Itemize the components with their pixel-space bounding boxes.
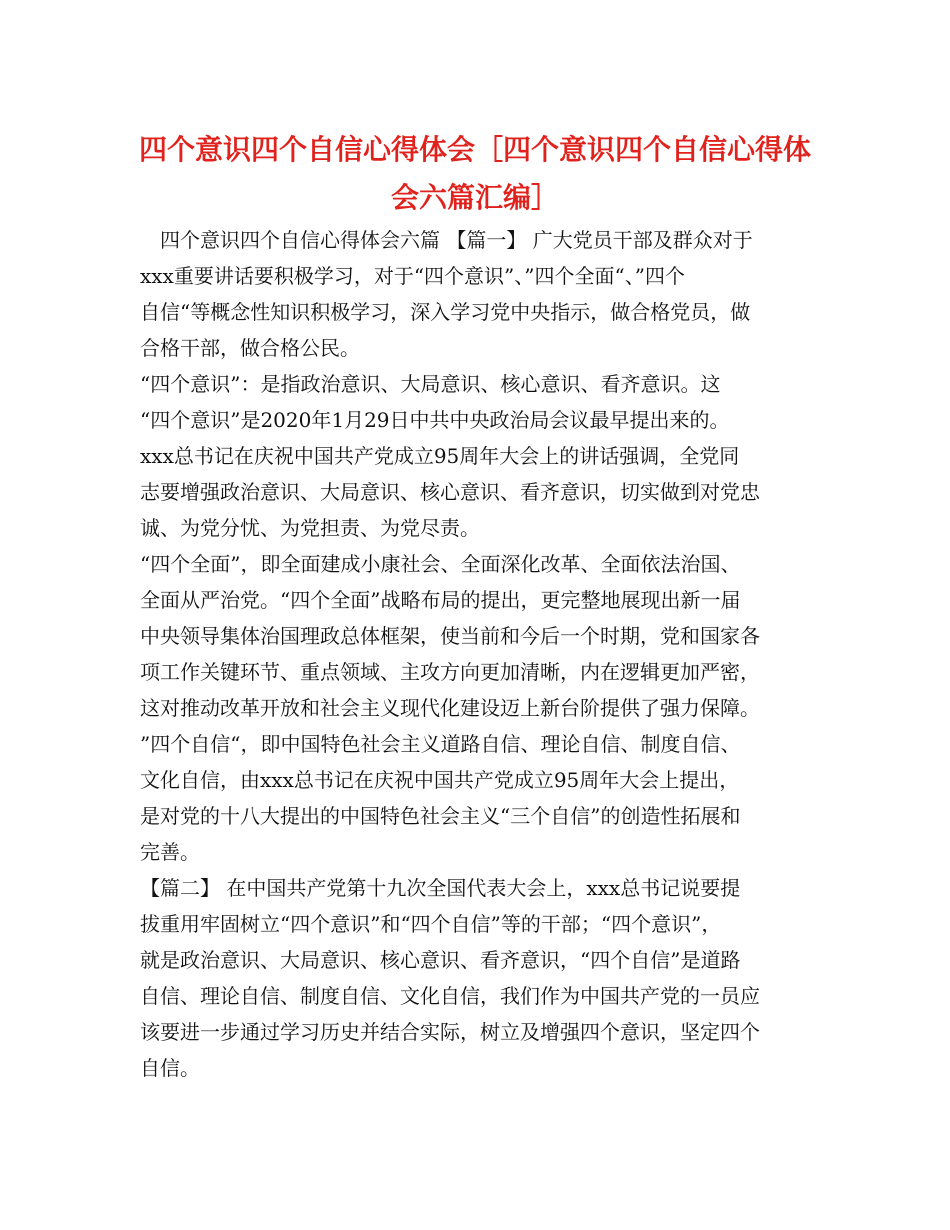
- body-line: xxx重要讲话要积极学习，对于“四个意识”、”四个全面“、”四个: [140, 264, 685, 288]
- body-line: 诚、为党分忧、为党担责、为党尽责。: [140, 516, 480, 540]
- body-line: ”四个自信“，即中国特色社会主义道路自信、理论自信、制度自信、: [140, 732, 741, 756]
- body-line: 四个意识四个自信心得体会六篇 【篇一】 广大党员干部及群众对于: [140, 228, 753, 252]
- body-line: 自信“等概念性知识积极学习，深入学习党中央指示，做合格党员，做: [140, 300, 751, 324]
- body-line: 中央领导集体治国理政总体框架，使当前和今后一个时期，党和国家各: [140, 624, 760, 648]
- body-line: 自信、理论自信、制度自信、文化自信，我们作为中国共产党的一员应: [140, 984, 760, 1008]
- body-line: 自信。: [140, 1056, 200, 1080]
- body-line: “四个全面”，即全面建成小康社会、全面深化改革、全面依法治国、: [140, 552, 741, 576]
- body-line: xxx总书记在庆祝中国共产党成立95周年大会上的讲话强调，全党同: [140, 444, 740, 468]
- body-line: 完善。: [140, 840, 200, 864]
- body-line: 是对党的十八大提出的中国特色社会主义“三个自信”的创造性拓展和: [140, 804, 741, 828]
- body-line: 全面从严治党。“四个全面”战略布局的提出，更完整地展现出新一届: [140, 588, 741, 612]
- document-body: [140, 222, 830, 1086]
- document-title-line-1: 四个意识四个自信心得体会［四个意识四个自信心得体: [138, 133, 811, 166]
- body-line: 志要增强政治意识、大局意识、核心意识、看齐意识，切实做到对党忠: [140, 480, 760, 504]
- body-line: 【篇二】 在中国共产党第十九次全国代表大会上，xxx总书记说要提: [140, 876, 741, 900]
- body-line: 该要进一步通过学习历史并结合实际，树立及增强四个意识，坚定四个: [140, 1020, 760, 1044]
- document-title-line-2: 会六篇汇编］: [390, 181, 559, 214]
- body-line: “四个意识”：是指政治意识、大局意识、核心意识、看齐意识。这: [140, 372, 721, 396]
- body-line: 这对推动改革开放和社会主义现代化建设迈上新台阶提供了强力保障。: [140, 696, 760, 720]
- body-line: 拔重用牢固树立“四个意识”和“四个自信”等的干部；“四个意识”，: [140, 912, 722, 936]
- body-line: “四个意识”是2020年1月29日中共中央政治局会议最早提出来的。: [140, 408, 730, 432]
- body-line: 就是政治意识、大局意识、核心意识、看齐意识，“四个自信”是道路: [140, 948, 741, 972]
- body-line: 项工作关键环节、重点领域、主攻方向更加清晰，内在逻辑更加严密，: [140, 660, 760, 684]
- body-line: 文化自信，由xxx总书记在庆祝中国共产党成立95周年大会上提出，: [140, 768, 740, 792]
- body-line: 合格干部，做合格公民。: [140, 336, 360, 360]
